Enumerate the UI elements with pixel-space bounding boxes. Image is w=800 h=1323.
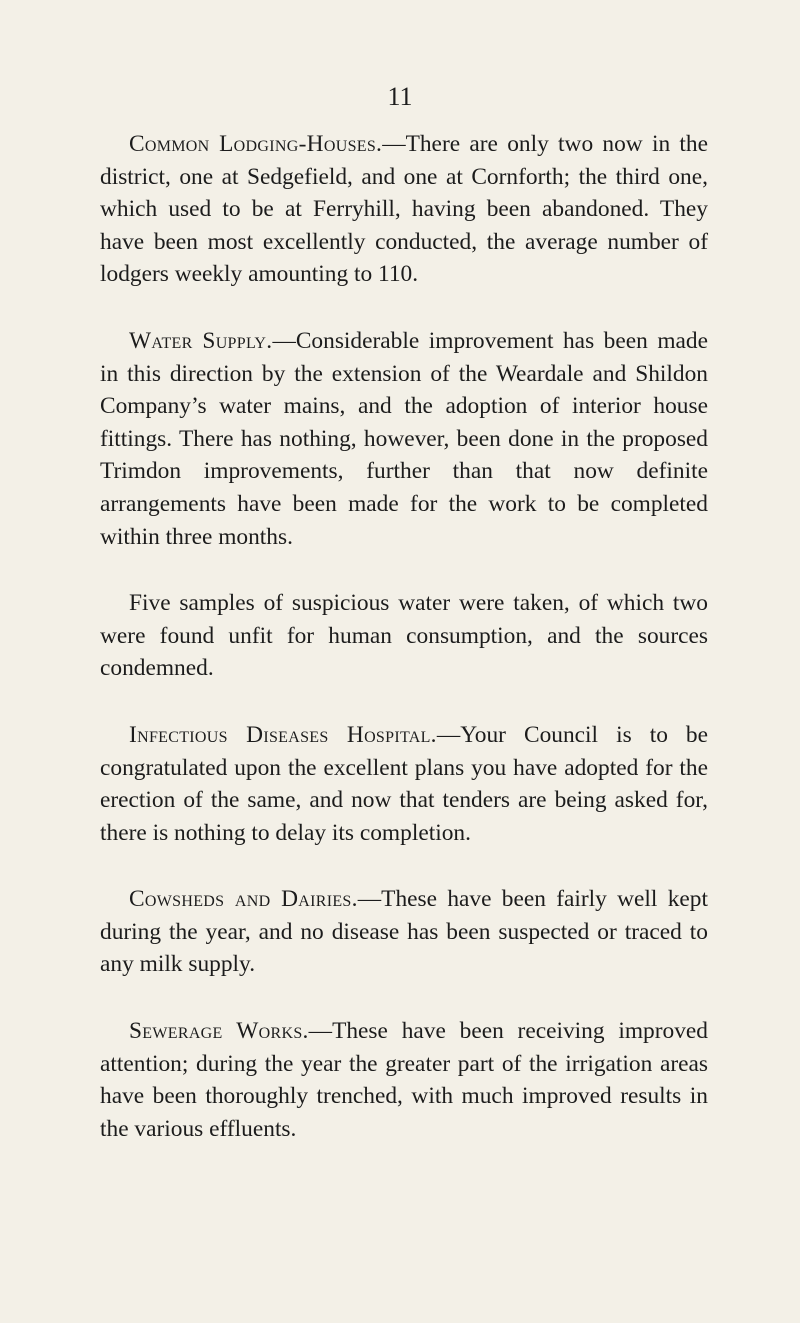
section-heading: Sewerage Works. (129, 1018, 309, 1045)
paragraph-text: —These have been receiving improved attention; during the year the greater part of the irrigation areas have been thoroughly trenched, with much improved results in the various effluents. (100, 1018, 708, 1142)
document-body (100, 128, 708, 1179)
section-heading: Infectious Diseases Hospital. (129, 721, 437, 748)
paragraph-sewerage-works (100, 1015, 708, 1145)
paragraph-text: —Your Council is to be congratulated upon the excellent plans you have adopted for the erection of the same, and now that tenders are being asked for, there is nothing to delay its completion. (100, 721, 709, 846)
paragraph-text: —These have been fairly well kept during the year, and no disease has been suspected or traced to any milk supply. (100, 886, 708, 978)
section-heading: Water Supply. (129, 327, 273, 354)
section-heading: Cowsheds and Dairies. (129, 886, 358, 913)
paragraph-common-lodging-houses (100, 128, 708, 291)
paragraph-water-samples (100, 587, 708, 685)
paragraph-text: —There are only two now in the district, one at Sedgefield, and one at Cornforth; the third one, which used to be at Ferryhill, having been abandoned. They have been most excellently conducted, the average number of lodgers weekly amounting to 110. (100, 131, 708, 288)
paragraph-infectious-diseases-hospital (100, 719, 708, 849)
paragraph-text: —Considerable improvement has been made in this direction by the extension of the Weardale and Shildon Company’s water mains, and the adoption of interior house fittings. There has nothing, however, been done in the proposed Trimdon improvements, further than that now definite arrangements have been made for the work to be completed within three months. (100, 327, 709, 550)
page-number: 11 (387, 82, 413, 111)
paragraph-text: Five samples of suspicious water were taken, of which two were found unfit for human consumption, and the sources condemned. (100, 590, 708, 682)
paragraph-water-supply (100, 325, 708, 553)
section-heading: Common Lodging-Houses. (129, 131, 383, 157)
paragraph-cowsheds-and-dairies (100, 883, 708, 981)
